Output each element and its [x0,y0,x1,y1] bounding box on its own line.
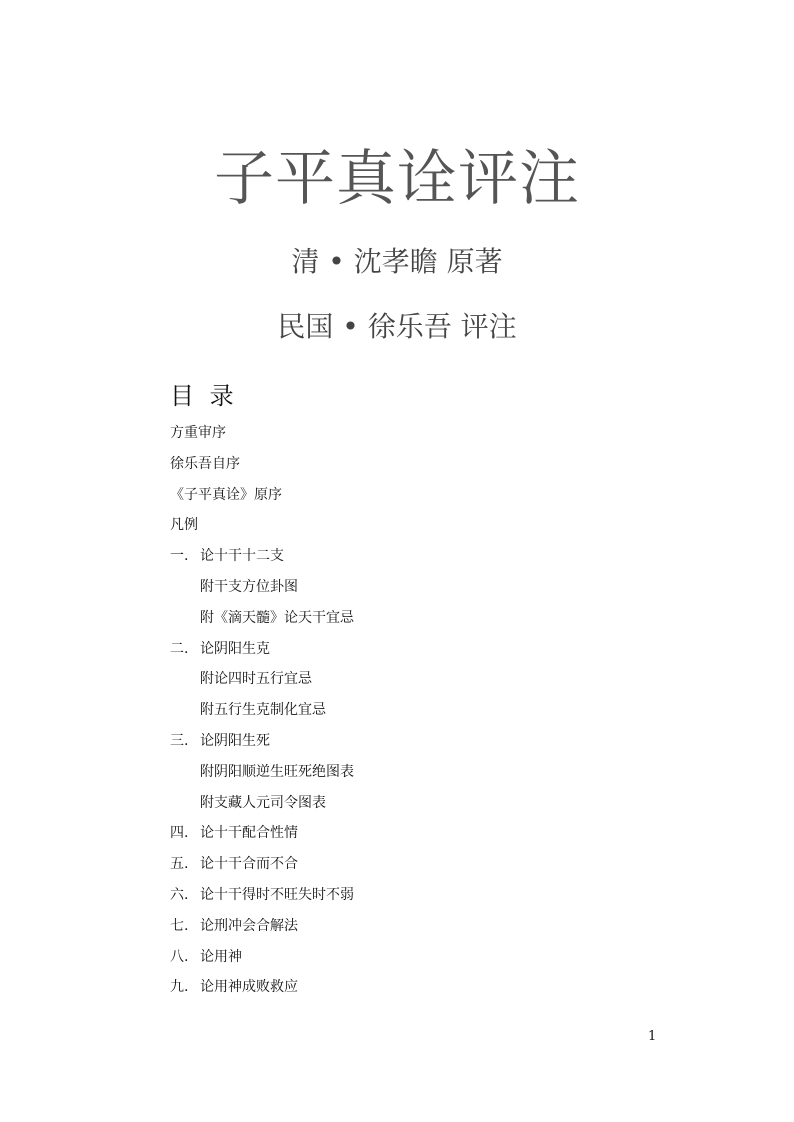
toc-entry-text: 论刑冲会合解法 [200,917,298,934]
toc-entry-text: 附阴阳顺逆生旺死绝图表 [200,763,354,780]
book-title: 子平真诠评注 [214,144,580,214]
toc-entry-text: 论十干合而不合 [200,856,298,873]
toc-entry-number: 二. [170,640,189,657]
toc-entry[interactable] [170,977,354,1008]
toc-entry-number: 三. [170,732,189,749]
toc-entry-text: 方重审序 [170,425,226,441]
toc-entry-text: 附论四时五行宜忌 [200,671,312,688]
toc-entry-number: 六. [170,886,189,903]
toc-entry-text: 附支藏人元司令图表 [200,794,326,811]
toc-entry[interactable] [170,669,354,700]
table-of-contents [170,423,354,1008]
toc-entry-text: 徐乐吾自序 [170,455,240,472]
toc-entry-text: 论用神成败救应 [200,979,298,996]
toc-entry[interactable] [170,885,354,916]
page-number: 1 [648,1029,657,1044]
toc-entry[interactable] [170,485,354,516]
toc-entry[interactable] [170,854,354,885]
toc-entry[interactable] [170,577,354,608]
toc-entry[interactable] [170,916,354,947]
toc-entry[interactable] [170,515,354,546]
toc-entry[interactable] [170,546,354,577]
toc-entry[interactable] [170,947,354,978]
toc-entry-text: 附干支方位卦图 [200,578,298,595]
toc-entry-text: 凡例 [170,517,198,534]
toc-entry[interactable] [170,762,354,793]
toc-entry[interactable] [170,700,354,731]
toc-entry-number: 九. [170,979,189,996]
toc-entry[interactable] [170,793,354,824]
toc-entry-text: 附《滴天髓》论天干宜忌 [200,609,354,626]
toc-entry[interactable] [170,639,354,670]
toc-entry-number: 四. [170,825,189,842]
toc-entry[interactable] [170,823,354,854]
toc-entry-number: 八. [170,948,189,965]
toc-entry-text: 论阴阳生死 [200,732,270,749]
commentator: 民国 • 徐乐吾 评注 [277,310,517,343]
toc-entry-text: 《子平真诠》原序 [170,486,282,503]
toc-heading: 目 录 [170,382,238,410]
toc-entry-text: 论十干配合性情 [200,825,298,842]
toc-entry-text: 论十干得时不旺失时不弱 [200,886,354,903]
toc-entry-text: 附五行生克制化宜忌 [200,702,326,719]
toc-entry-text: 论十干十二支 [200,548,284,565]
toc-entry[interactable] [170,731,354,762]
toc-entry-number: 七. [170,917,189,934]
toc-entry-text: 论用神 [200,948,242,965]
toc-entry-text: 论阴阳生克 [200,640,270,657]
original-author: 清 • 沈孝瞻 原著 [291,245,503,278]
toc-entry[interactable] [170,608,354,639]
toc-entry[interactable] [170,423,354,454]
toc-entry[interactable] [170,454,354,485]
toc-entry-number: 一. [170,548,189,565]
toc-entry-number: 五. [170,856,189,873]
